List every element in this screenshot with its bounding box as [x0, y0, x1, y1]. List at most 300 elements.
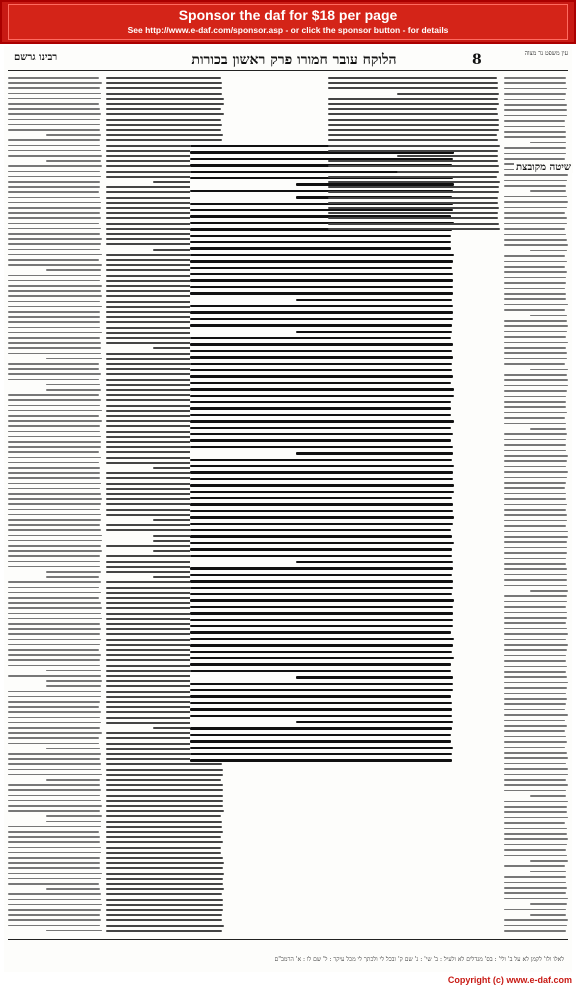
text-line [190, 273, 453, 275]
text-line [504, 379, 568, 381]
text-line [504, 266, 565, 268]
text-line [504, 757, 568, 759]
text-line [190, 254, 454, 256]
text-line [504, 104, 567, 106]
text-line [504, 309, 565, 311]
text-line [504, 498, 566, 500]
copyright-notice[interactable]: Copyright (c) www.e-daf.com [447, 975, 572, 985]
text-line [504, 217, 567, 219]
text-line [504, 185, 566, 187]
text-line [8, 826, 101, 828]
text-line [8, 197, 100, 199]
text-line [8, 420, 102, 422]
text-line [8, 800, 101, 802]
text-line [8, 181, 100, 183]
text-line [8, 540, 102, 542]
text-line [504, 633, 568, 635]
text-line [504, 725, 567, 727]
text-line [106, 800, 223, 802]
text-line [190, 542, 454, 544]
text-line [504, 439, 566, 441]
ein-mishpat-header: עין משפט נר מצוה [524, 50, 568, 57]
text-line [8, 607, 102, 609]
text-line [190, 433, 453, 435]
text-line [190, 670, 451, 672]
ein-mishpat-column [504, 74, 568, 936]
text-line [8, 373, 101, 375]
text-line [190, 593, 452, 595]
text-line [46, 576, 100, 578]
text-line [8, 919, 101, 921]
text-line [328, 113, 498, 115]
text-line [504, 568, 567, 570]
text-line [106, 826, 222, 828]
text-line [504, 790, 566, 792]
text-line [106, 774, 223, 776]
text-line [504, 925, 567, 927]
text-line [504, 655, 566, 657]
rabbeinu-gershom-column [8, 74, 102, 936]
text-line [106, 779, 221, 781]
text-line [8, 379, 99, 381]
text-line [190, 606, 453, 608]
text-line [8, 353, 101, 355]
text-line [8, 82, 102, 84]
text-line [8, 566, 100, 568]
text-line [8, 165, 102, 167]
text-line [8, 597, 99, 599]
text-line [8, 212, 100, 214]
text-line [106, 108, 221, 110]
text-line [106, 914, 222, 916]
text-line [190, 311, 453, 313]
text-line [8, 145, 100, 147]
text-line [504, 644, 568, 646]
text-line [504, 455, 568, 457]
text-line [106, 810, 224, 812]
text-line [106, 124, 222, 126]
text-line [190, 356, 453, 358]
text-line [8, 457, 101, 459]
text-line [190, 465, 454, 467]
text-line [8, 280, 100, 282]
text-line [8, 223, 99, 225]
text-line [8, 519, 101, 521]
text-line [46, 680, 102, 682]
text-line [504, 514, 567, 516]
text-line [8, 841, 100, 843]
text-line [328, 103, 499, 105]
text-line [328, 181, 500, 183]
daf-number: 8 [472, 52, 482, 68]
text-line [504, 822, 565, 824]
text-line [190, 702, 452, 704]
text-line [504, 698, 567, 700]
text-line [8, 186, 100, 188]
text-line [8, 77, 99, 79]
text-line [106, 899, 223, 901]
text-line [8, 675, 101, 677]
text-line [504, 628, 567, 630]
text-line [190, 599, 454, 601]
text-line [8, 441, 101, 443]
text-line [106, 919, 222, 921]
text-line [8, 659, 100, 661]
text-line [504, 730, 565, 732]
talmud-page-scan [4, 46, 572, 972]
text-line [8, 644, 100, 646]
text-line [8, 493, 101, 495]
text-line [190, 375, 453, 377]
text-line [106, 784, 223, 786]
text-line [504, 406, 566, 408]
text-line [8, 899, 101, 901]
text-line [296, 561, 453, 563]
text-line [397, 93, 500, 95]
text-line [328, 82, 498, 84]
text-line [8, 862, 100, 864]
text-line [504, 617, 567, 619]
text-line [504, 595, 567, 597]
text-line [106, 831, 223, 833]
text-line [46, 815, 102, 817]
text-line [8, 316, 100, 318]
text-line [504, 401, 566, 403]
text-line [8, 233, 100, 235]
text-line [8, 623, 100, 625]
text-line [190, 734, 451, 736]
text-line [190, 395, 454, 397]
text-line [8, 701, 100, 703]
text-line [8, 171, 100, 173]
text-line [504, 930, 566, 932]
text-line [8, 431, 100, 433]
text-line [328, 98, 498, 100]
text-line [8, 909, 101, 911]
text-line [8, 857, 100, 859]
text-line [8, 394, 99, 396]
text-line [504, 234, 566, 236]
text-line [46, 888, 101, 890]
text-line [8, 873, 102, 875]
text-line [106, 852, 221, 854]
text-line [504, 504, 567, 506]
text-line [328, 129, 499, 131]
text-line [8, 867, 100, 869]
text-line [8, 488, 100, 490]
text-line [504, 639, 566, 641]
text-line [8, 321, 100, 323]
text-line [504, 358, 567, 360]
text-line [190, 612, 453, 614]
text-line [296, 452, 454, 454]
text-line [8, 446, 101, 448]
text-line [8, 847, 101, 849]
text-line [504, 909, 566, 911]
text-line [504, 574, 567, 576]
text-line [46, 670, 102, 672]
text-line [190, 401, 451, 403]
text-line [504, 82, 566, 84]
text-line [106, 836, 221, 838]
text-line [8, 925, 100, 927]
text-line [190, 427, 451, 429]
text-line [504, 558, 566, 560]
text-line [8, 555, 100, 557]
text-line [8, 737, 99, 739]
text-line [504, 649, 567, 651]
text-line [504, 207, 567, 209]
text-line [46, 384, 100, 386]
text-line [106, 82, 222, 84]
text-line [8, 561, 100, 563]
text-line [8, 290, 101, 292]
text-line [190, 638, 454, 640]
text-line [8, 295, 102, 297]
text-line [504, 703, 566, 705]
text-line [190, 753, 452, 755]
text-line [190, 471, 453, 473]
text-line [8, 124, 100, 126]
text-line [8, 893, 101, 895]
text-line [504, 417, 565, 419]
text-line [504, 838, 568, 840]
text-line [190, 695, 451, 697]
text-line [504, 174, 568, 176]
text-line [296, 331, 452, 333]
text-line [46, 748, 100, 750]
text-line [328, 124, 499, 126]
text-line [190, 663, 451, 665]
text-line [504, 752, 567, 754]
text-line [504, 109, 567, 111]
text-line [8, 711, 101, 713]
text-line [8, 717, 100, 719]
text-line [190, 267, 452, 269]
text-line [8, 789, 101, 791]
text-line [328, 202, 498, 204]
text-line [8, 150, 101, 152]
text-line [190, 407, 451, 409]
sponsor-banner[interactable] [0, 0, 576, 44]
text-line [8, 139, 100, 141]
text-line [530, 590, 568, 592]
text-line [8, 347, 101, 349]
text-line [504, 666, 567, 668]
text-line [504, 714, 568, 716]
text-line [504, 784, 568, 786]
text-line [504, 390, 567, 392]
text-line [190, 247, 451, 249]
text-line [530, 428, 566, 430]
text-line [504, 828, 567, 830]
text-line [8, 425, 100, 427]
text-line [504, 779, 566, 781]
text-line [46, 685, 102, 687]
text-line [190, 279, 453, 281]
text-line [46, 821, 101, 823]
sponsor-button[interactable] [8, 4, 568, 40]
text-line [8, 217, 101, 219]
text-line [530, 914, 566, 916]
text-line [8, 784, 100, 786]
text-line [328, 145, 500, 147]
text-line [8, 550, 102, 552]
text-line [504, 882, 566, 884]
text-line [190, 478, 453, 480]
text-line [106, 98, 224, 100]
text-line [504, 844, 567, 846]
text-line [504, 487, 565, 489]
text-line [504, 887, 567, 889]
text-line [504, 660, 566, 662]
sponsor-subtitle[interactable]: See http://www.e-daf.com/sponsor.asp - or click the sponsor button - for details [127, 25, 449, 35]
sponsor-title: Sponsor the daf for $18 per page [178, 7, 398, 23]
text-line [190, 555, 452, 557]
text-line [190, 484, 454, 486]
text-line [190, 747, 453, 749]
text-line [190, 363, 452, 365]
text-line [106, 77, 221, 79]
text-line [504, 363, 565, 365]
text-line [8, 155, 102, 157]
text-line [328, 160, 498, 162]
text-line [504, 747, 565, 749]
text-line [190, 241, 451, 243]
text-line [8, 795, 100, 797]
text-line [190, 535, 452, 537]
text-line [504, 855, 567, 857]
text-line [8, 602, 101, 604]
text-line [504, 385, 568, 387]
text-line [190, 510, 453, 512]
text-line [328, 139, 498, 141]
text-line [8, 535, 102, 537]
text-line [106, 873, 224, 875]
text-line [8, 831, 99, 833]
text-line [46, 134, 101, 136]
text-line [8, 618, 102, 620]
text-line [328, 212, 498, 214]
text-line [190, 350, 452, 352]
text-line [190, 497, 452, 499]
text-line [8, 743, 99, 745]
text-line [8, 275, 101, 277]
text-line [8, 581, 101, 583]
text-line [504, 347, 566, 349]
text-line [8, 914, 100, 916]
text-line [8, 332, 102, 334]
text-line [504, 585, 567, 587]
text-line [504, 396, 566, 398]
text-line [504, 298, 566, 300]
text-line [504, 709, 565, 711]
text-line [8, 243, 101, 245]
text-line [504, 763, 566, 765]
text-line [106, 841, 223, 843]
text-line [46, 389, 101, 391]
text-line [190, 235, 451, 237]
text-line [8, 176, 101, 178]
text-line [190, 439, 451, 441]
text-line [8, 633, 100, 635]
text-line [504, 131, 566, 133]
text-line [504, 255, 565, 257]
text-line [106, 925, 224, 927]
text-line [106, 789, 223, 791]
text-line [397, 155, 498, 157]
text-line [8, 93, 101, 95]
text-line [504, 433, 567, 435]
text-line [530, 903, 568, 905]
text-line [106, 867, 223, 869]
text-line [190, 459, 452, 461]
text-line [106, 769, 223, 771]
chapter-header: הלוקח עובר חמורו פרק ראשון בכורות [191, 52, 397, 68]
text-line [504, 541, 567, 543]
text-line [106, 119, 221, 121]
text-line [190, 619, 453, 621]
text-line [190, 759, 452, 761]
text-line [8, 904, 102, 906]
text-line [8, 587, 99, 589]
text-line [8, 285, 102, 287]
text-line [106, 113, 224, 115]
text-line [504, 180, 567, 182]
text-line [504, 687, 567, 689]
text-line [8, 472, 100, 474]
text-line [8, 254, 102, 256]
text-line [8, 368, 99, 370]
text-line [504, 239, 567, 241]
text-line [8, 363, 99, 365]
text-line [8, 108, 100, 110]
text-line [8, 696, 101, 698]
text-line [504, 682, 568, 684]
text-line [504, 288, 565, 290]
text-line [46, 930, 102, 932]
text-line [8, 259, 99, 261]
text-line [504, 212, 565, 214]
text-line [8, 311, 100, 313]
text-line [504, 261, 567, 263]
text-line [504, 320, 567, 322]
text-line [190, 420, 454, 422]
text-line [106, 103, 224, 105]
text-line [504, 228, 565, 230]
text-line [8, 405, 100, 407]
text-line [504, 304, 568, 306]
text-line [504, 88, 567, 90]
text-line [504, 817, 568, 819]
text-line [504, 201, 568, 203]
text-line [530, 871, 567, 873]
text-line [190, 516, 454, 518]
text-line [106, 878, 223, 880]
text-line [504, 158, 565, 160]
text-line [190, 337, 451, 339]
text-line [504, 919, 568, 921]
text-line [46, 160, 101, 162]
text-line [530, 795, 566, 797]
text-line [8, 509, 100, 511]
text-line [190, 286, 453, 288]
text-line [190, 388, 454, 390]
text-line [8, 238, 102, 240]
text-line [8, 758, 100, 760]
text-line [504, 325, 568, 327]
text-line [8, 649, 99, 651]
